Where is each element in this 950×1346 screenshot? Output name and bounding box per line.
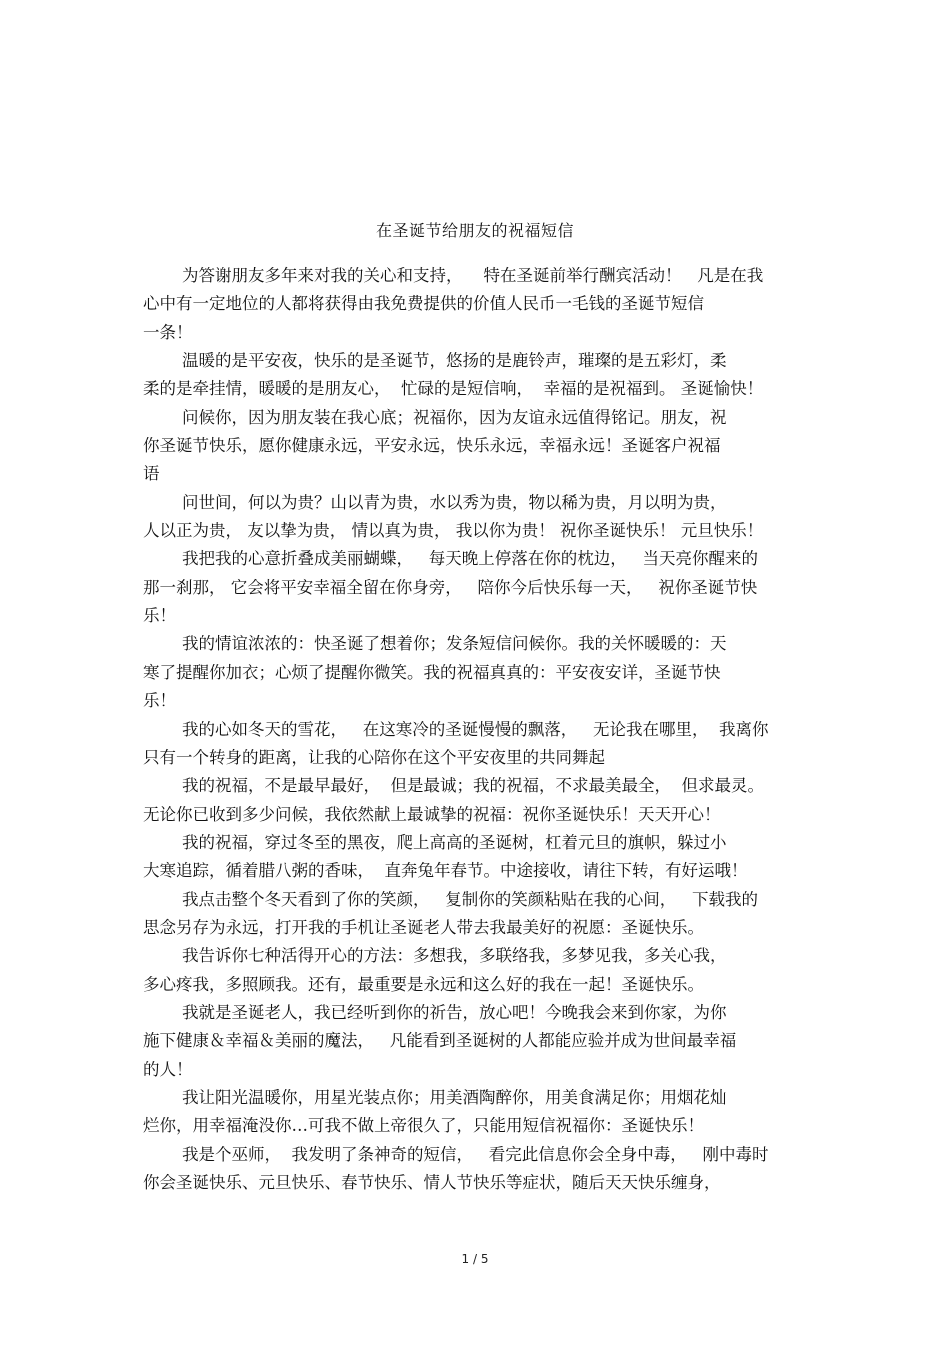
- text-line: 我的祝福，穿过冬至的黑夜，爬上高高的圣诞树，杠着元旦的旗帜，躲过小: [182, 832, 727, 852]
- text-line: 施下健康＆幸福＆美丽的魔法， 凡能看到圣诞树的人都能应验并成为世间最幸福: [143, 1031, 737, 1051]
- text-line: 思念另存为永远，打开我的手机让圣诞老人带去我最美好的祝愿：圣诞快乐。: [143, 917, 704, 937]
- text-line: 无论你已收到多少问候，我依然献上最诚挚的祝福：祝你圣诞快乐！天天开心！: [143, 804, 721, 824]
- text-line: 你圣诞节快乐，愿你健康永远，平安永远，快乐永远，幸福永远！圣诞客户祝福: [143, 436, 721, 456]
- text-line: 心中有一定地位的人都将获得由我免费提供的价值人民币一毛钱的圣诞节短信: [143, 294, 704, 314]
- text-line: 你会圣诞快乐、元旦快乐、春节快乐、情人节快乐等症状，随后天天快乐缠身，: [143, 1173, 721, 1192]
- text-line: 大寒追踪，循着腊八粥的香味， 直奔兔年春节。中途接收，请往下转，有好运哦！: [143, 861, 748, 881]
- page-number: 1 / 5: [461, 1252, 489, 1266]
- text-line: 我就是圣诞老人，我已经听到你的祈告，放心吧！今晚我会来到你家，为你: [182, 1002, 727, 1022]
- text-line: 我的心如冬天的雪花， 在这寒冷的圣诞慢慢的飘落， 无论我在哪里， 我离你: [182, 719, 769, 739]
- text-line: 我点击整个冬天看到了你的笑颜， 复制你的笑颜粘贴在我的心间， 下载我的: [182, 889, 758, 909]
- text-line: 多心疼我，多照顾我。还有，最重要是永远和这么好的我在一起！圣诞快乐。: [143, 974, 704, 994]
- text-line: 一条！: [143, 322, 193, 342]
- text-line: 我把我的心意折叠成美丽蝴蝶， 每天晚上停落在你的枕边， 当天亮你醒来的: [182, 549, 758, 569]
- text-line: 那一刹那， 它会将平安幸福全留在你身旁， 陪你今后快乐每一天， 祝你圣诞节快: [143, 577, 758, 597]
- text-line: 我让阳光温暖你，用星光装点你；用美酒陶醉你，用美食满足你；用烟花灿: [182, 1087, 727, 1107]
- text-line: 乐！: [143, 691, 176, 711]
- text-line: 烂你，用幸福淹没你…可我不做上帝很久了，只能用短信祝福你：圣诞快乐！: [143, 1116, 704, 1136]
- text-line: 乐！: [143, 606, 176, 626]
- text-line: 为答谢朋友多年来对我的关心和支持， 特在圣诞前举行酬宾活动！ 凡是在我: [182, 266, 764, 285]
- text-line: 人以正为贵， 友以挚为贵， 情以真为贵， 我以你为贵！ 祝你圣诞快乐！ 元旦快乐！: [143, 521, 764, 541]
- text-line: 柔的是牵挂情，暖暖的是朋友心， 忙碌的是短信响， 幸福的是祝福到。 圣诞愉快！: [143, 379, 764, 399]
- document-body: [143, 262, 813, 1197]
- text-line: 的人！: [143, 1059, 193, 1079]
- text-line: 问候你，因为朋友装在我心底；祝福你，因为友谊永远值得铭记。朋友，祝: [182, 407, 727, 427]
- text-line: 寒了提醒你加衣；心烦了提醒你微笑。我的祝福真真的：平安夜安详，圣诞节快: [143, 662, 721, 682]
- text-line: 我的情谊浓浓的：快圣诞了想着你；发条短信问候你。我的关怀暖暖的：天: [182, 634, 727, 654]
- document-title: 在圣诞节给朋友的祝福短信: [375, 221, 574, 240]
- text-line: 我是个巫师， 我发明了条神奇的短信， 看完此信息你会全身中毒， 刚中毒时: [182, 1144, 769, 1164]
- text-line: 我告诉你七种活得开心的方法：多想我，多联络我，多梦见我，多关心我，: [182, 946, 727, 966]
- text-line: 只有一个转身的距离，让我的心陪你在这个平安夜里的共同舞起: [143, 747, 605, 767]
- text-line: 我的祝福，不是最早最好， 但是最诚；我的祝福，不求最美最全， 但求最灵。: [182, 776, 764, 796]
- text-line: 语: [143, 464, 160, 484]
- text-line: 问世间，何以为贵？山以青为贵，水以秀为贵，物以稀为贵，月以明为贵，: [182, 492, 727, 512]
- text-line: 温暖的是平安夜，快乐的是圣诞节，悠扬的是鹿铃声，璀璨的是五彩灯，柔: [182, 351, 727, 371]
